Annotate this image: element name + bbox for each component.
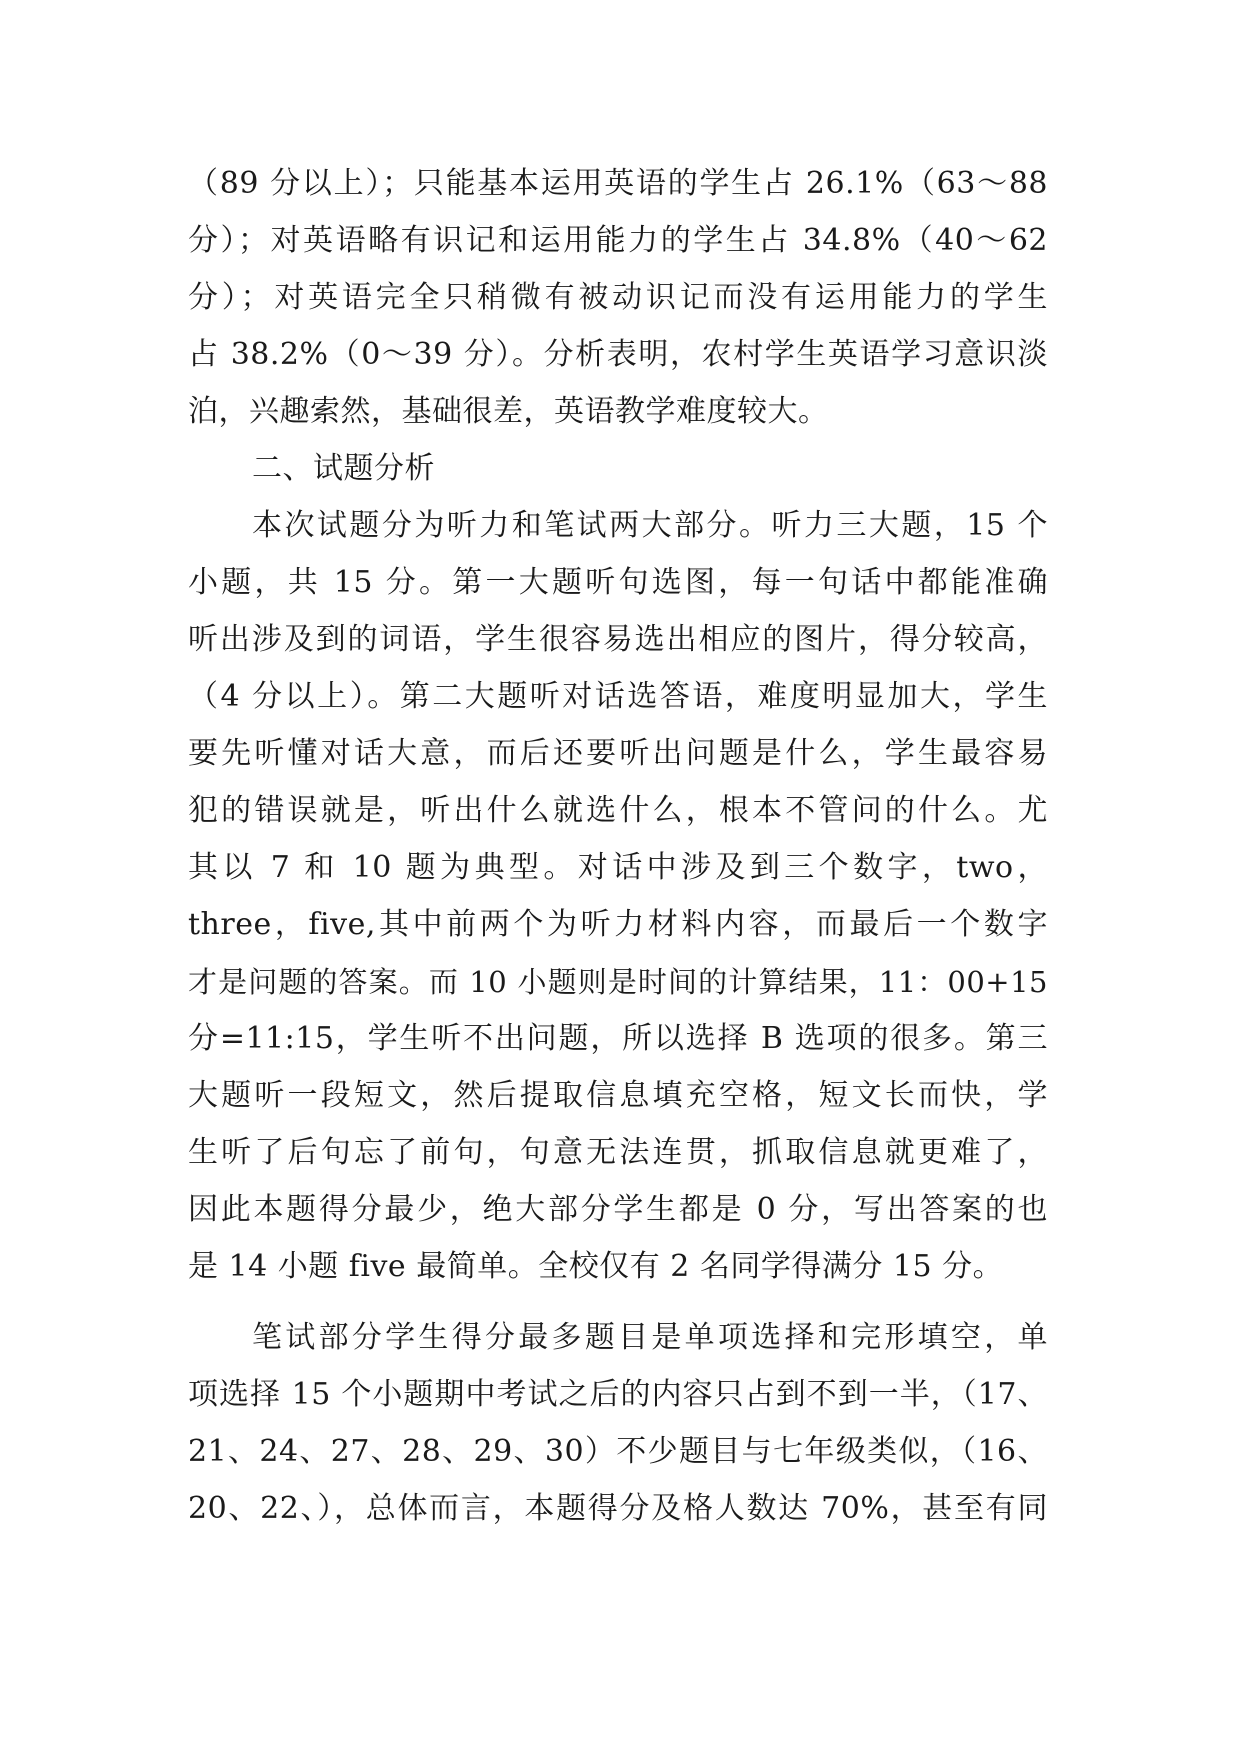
text-line: 笔试部分学生得分最多题目是单项选择和完形填空，单 [252,1320,1048,1355]
text-line: 21、24、27、28、29、30）不少题目与七年级类似，（16、 [188,1434,1048,1469]
text-line: 其以 7 和 10 题为典型。对话中涉及到三个数字，two， [188,850,1048,885]
text-line: 因此本题得分最少，绝大部分学生都是 0 分，写出答案的也 [188,1192,1048,1227]
text-line: 分）；对英语完全只稍微有被动识记而没有运用能力的学生 [188,280,1048,315]
text-line: 20、22、），总体而言，本题得分及格人数达 70%，甚至有同 [188,1491,1048,1526]
text-line: 是 14 小题 five 最简单。全校仅有 2 名同学得满分 15 分。 [188,1249,1004,1284]
text-line: 分=11:15，学生听不出问题，所以选择 B 选项的很多。第三 [188,1021,1048,1056]
text-line: 大题听一段短文，然后提取信息填充空格，短文长而快，学 [188,1078,1048,1113]
text-line: 项选择 15 个小题期中考试之后的内容只占到不到一半，（17、 [188,1377,1048,1412]
text-line: 听出涉及到的词语，学生很容易选出相应的图片，得分较高， [188,622,1048,657]
text-line: 占 38.2%（0～39 分）。分析表明，农村学生英语学习意识淡 [188,337,1048,372]
text-line: 分）；对英语略有识记和运用能力的学生占 34.8%（40～62 [188,223,1048,258]
text-line: 本次试题分为听力和笔试两大部分。听力三大题，15 个 [252,508,1048,543]
section-heading: 二、试题分析 [252,451,435,486]
text-line: 生听了后句忘了前句，句意无法连贯，抓取信息就更难了， [188,1135,1048,1170]
text-line: 小题，共 15 分。第一大题听句选图，每一句话中都能准确 [188,565,1048,600]
text-line: （4 分以上）。第二大题听对话选答语，难度明显加大，学生 [188,679,1048,714]
text-line: 要先听懂对话大意，而后还要听出问题是什么，学生最容易 [188,736,1048,771]
text-line: 泊，兴趣索然，基础很差，英语教学难度较大。 [188,394,829,429]
text-line: 才是问题的答案。而 10 小题则是时间的计算结果，11：00+15 [188,965,1048,999]
text-line: three，five,其中前两个为听力材料内容，而最后一个数字 [188,907,1048,942]
text-line: （89 分以上）；只能基本运用英语的学生占 26.1%（63～88 [188,166,1048,201]
text-line: 犯的错误就是，听出什么就选什么，根本不管问的什么。尤 [188,793,1048,828]
